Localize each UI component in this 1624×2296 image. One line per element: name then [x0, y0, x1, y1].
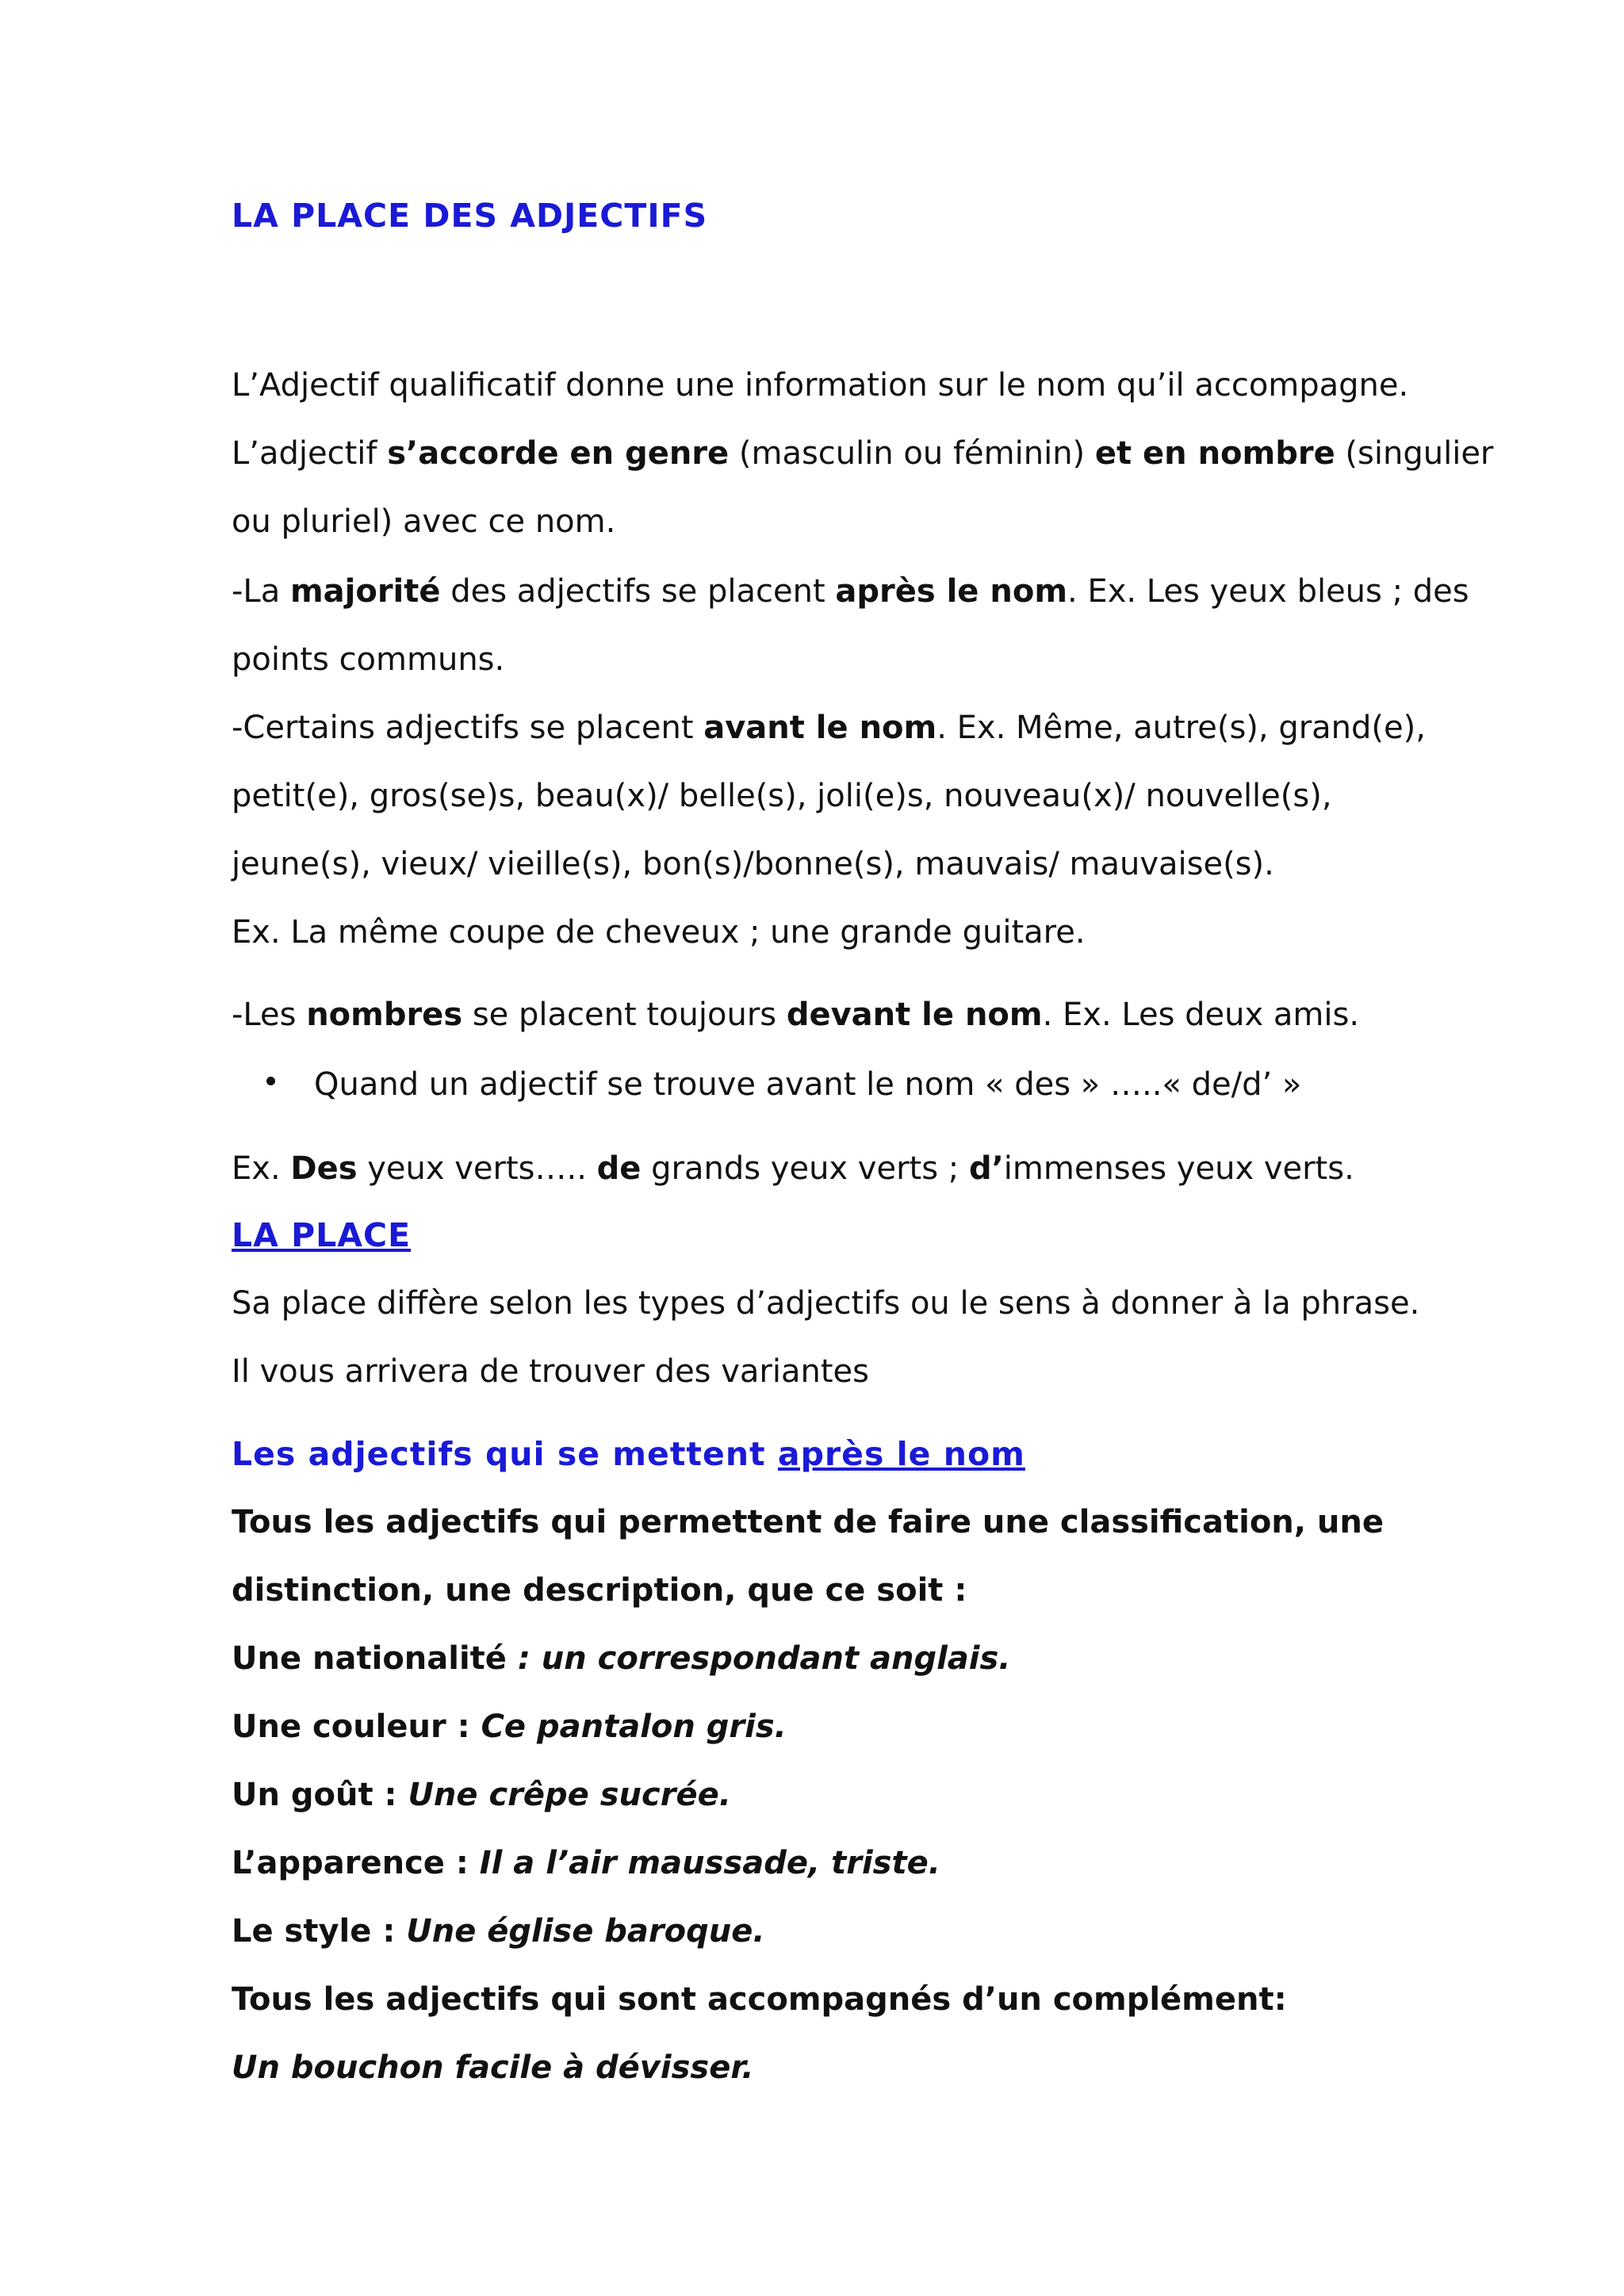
- intro-line-6: -Certains adjectifs se placent avant le nom. Ex. Même, autre(s), grand(e),: [232, 710, 1426, 746]
- intro-line-10: -Les nombres se placent toujours devant le nom. Ex. Les deux amis.: [232, 997, 1360, 1033]
- page-title: LA PLACE DES ADJECTIFS: [232, 197, 708, 235]
- section-heading-apres: Les adjectifs qui se mettent après le nom: [232, 1435, 1025, 1473]
- place-line-2: Il vous arrivera de trouver des variantes: [232, 1353, 869, 1390]
- bullet-icon: [266, 1077, 275, 1085]
- bullet-item: Quand un adjectif se trouve avant le nom « des » …..« de/d’ »: [314, 1066, 1302, 1103]
- intro-line-7: petit(e), gros(se)s, beau(x)/ belle(s), joli(e)s, nouveau(x)/ nouvelle(s),: [232, 778, 1332, 814]
- place-line-1: Sa place diffère selon les types d’adjectifs ou le sens à donner à la phrase.: [232, 1285, 1420, 1322]
- intro-line-4: -La majorité des adjectifs se placent après le nom. Ex. Les yeux bleus ; des: [232, 573, 1469, 610]
- section-heading-la-place[interactable]: LA PLACE: [232, 1216, 412, 1254]
- intro-line-8: jeune(s), vieux/ vieille(s), bon(s)/bonne(s), mauvais/ mauvaise(s).: [232, 846, 1274, 882]
- apres-line-1: Tous les adjectifs qui permettent de faire une classification, une: [232, 1504, 1384, 1540]
- intro-line-3: ou pluriel) avec ce nom.: [232, 503, 616, 540]
- apres-le-nom-link[interactable]: après le nom: [777, 1435, 1025, 1473]
- apres-line-2: distinction, une description, que ce soit :: [232, 1572, 967, 1609]
- example-style: Le style : Une église baroque.: [232, 1913, 765, 1950]
- intro-line-1: L’Adjectif qualificatif donne une information sur le nom qu’il accompagne.: [232, 367, 1409, 404]
- intro-line-9: Ex. La même coupe de cheveux ; une grande guitare.: [232, 914, 1086, 951]
- apres-line-4: Un bouchon facile à dévisser.: [232, 2049, 754, 2086]
- example-apparence: L’apparence : Il a l’air maussade, triste.: [232, 1845, 940, 1881]
- example-nationalite: Une nationalité : un correspondant anglais.: [232, 1640, 1011, 1677]
- intro-line-5: points communs.: [232, 641, 505, 678]
- example-couleur: Une couleur : Ce pantalon gris.: [232, 1709, 787, 1745]
- intro-line-2: L’adjectif s’accorde en genre (masculin ou féminin) et en nombre (singulier: [232, 435, 1494, 472]
- example-gout: Un goût : Une crêpe sucrée.: [232, 1777, 731, 1813]
- apres-line-3: Tous les adjectifs qui sont accompagnés d’un complément:: [232, 1981, 1287, 2018]
- intro-line-11: Ex. Des yeux verts….. de grands yeux verts ; d’immenses yeux verts.: [232, 1150, 1354, 1187]
